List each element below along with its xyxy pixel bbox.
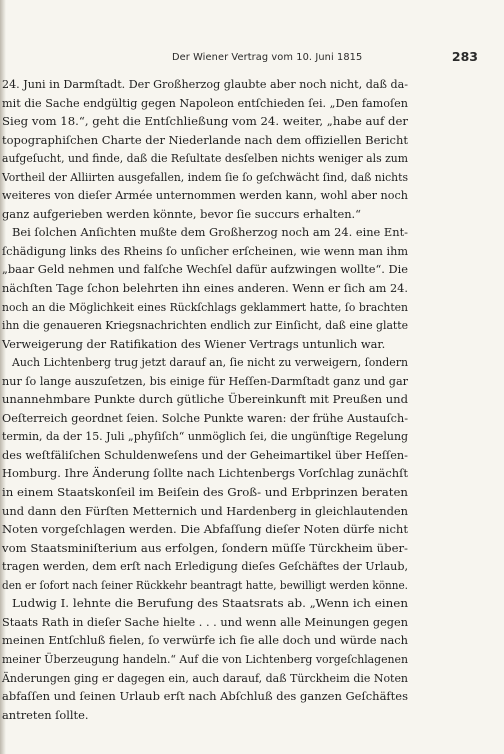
text-line-content: den er ſofort nach ſeiner Rückkehr beantragt hatte, bewilligt werden könne. [2,577,409,592]
text-line-content: aufgeſucht, und finde, daß die Reſultate desſelben nichts weniger als zum [2,151,408,166]
text-line-content: noch an die Möglichkeit eines Rückſchlags geklammert hatte, ſo brachten [2,299,409,314]
text-line [0,502,410,521]
text-line [0,446,410,465]
text-line [0,464,410,483]
text-line [0,94,410,113]
text-line-content: 24. Juni in Darmſtadt. Der Großherzog glaubte aber noch nicht, daß da- [2,77,408,91]
text-line [0,594,410,613]
running-title: Der Wiener Vertrag vom 10. Juni 1815 [172,52,363,63]
text-line [0,205,410,224]
text-line-content: unannehmbare Punkte durch gütliche Übereinkunft mit Preußen und [2,392,409,407]
text-line-content: nächſten Tage ſchon belehrten ihn eines anderen. Wenn er ſich am 24. [2,281,409,296]
text-line [0,131,410,150]
text-line-content: „baar Geld nehmen und falſche Wechſel dafür aufzwingen wollte“. Die [2,262,408,277]
text-line-content: Sieg vom 18.“, geht die Entſchließung vom 24. weiter, „habe auf der [2,114,408,129]
text-line [0,149,410,168]
text-line [0,669,410,688]
text-line [0,260,410,279]
text-line-content: Bei ſolchen Anſichten mußte dem Großherzog noch am 24. eine Ent- [12,225,408,240]
text-line [0,706,410,725]
text-line [0,650,410,669]
text-line-content: und dann den Fürſten Metternich und Hardenberg in gleichlautenden [2,503,409,518]
text-line-content: Staats Rath in dieſer Sache hielte . . . und wenn alle Meinungen gegen [2,614,408,629]
text-line-content: Homburg. Ihre Änderung ſollte nach Lichtenbergs Vorſchlag zunächſt [2,466,409,481]
text-line-content: Änderungen ging er dagegen ein, auch darauf, daß Türckheim die Noten [2,670,409,685]
text-line [0,390,410,409]
text-line [0,687,410,706]
text-line [0,223,410,242]
text-line-content: antreten ſollte. [2,707,89,722]
text-line [0,576,410,595]
text-line [0,168,410,187]
text-line-content: ſchädigung links des Rheins ſo unſicher erſcheinen, wie wenn man ihm [2,243,409,258]
text-line-content: mit die Sache endgültig gegen Napoleon entſchieden ſei. „Den famoſen [2,95,409,110]
text-line [0,557,410,576]
text-line-content: Oeſterreich geordnet ſeien. Solche Punkte waren: der frühe Austauſch- [2,410,409,425]
text-line [0,372,410,391]
text-line-content: meinen Entſchluß fielen, ſo verwürfe ich ſie alle doch und würde nach [2,633,409,648]
text-line [0,520,410,539]
text-line [0,539,410,558]
text-line-content: meiner Überzeugung handeln.“ Auf die von Lichtenberg vorgeſchlagenen [2,651,409,666]
body-text [0,75,410,724]
text-line-content: termin, da der 15. Juli „phyſiſch“ unmöglich ſei, die ungünſtige Regelung [2,429,409,444]
text-line [0,298,410,317]
text-line [0,483,410,502]
text-line-content: topographiſchen Charte der Niederlande nach dem offiziellen Bericht [2,132,408,147]
text-line-content: Ludwig I. lehnte die Berufung des Staatsrats ab. „Wenn ich einen [12,596,408,611]
page-number: 283 [451,49,478,64]
text-line-content: Verweigerung der Ratifikation des Wiener Vertrags untunlich war. [2,336,386,351]
text-line [0,631,410,650]
text-line-content: des weſtfäliſchen Schuldenweſens und der Geheimartikel über Heſſen- [2,447,409,462]
text-line-content: tragen werden, dem erſt nach Erledigung dieſes Geſchäftes der Urlaub, [2,559,409,574]
text-line [0,613,410,632]
text-line-content: weiteres von dieſer Armée unternommen werden kann, wohl aber noch [2,188,409,203]
text-line-content: Vortheil der Alliirten ausgefallen, indem ſie ſo geſchwächt ſind, daß nichts [2,169,408,184]
text-line [0,335,410,354]
text-line-content: abfaſſen und ſeinen Urlaub erſt nach Abſchluß des ganzen Geſchäftes [2,689,408,704]
text-line [0,409,410,428]
text-line [0,316,410,335]
text-line-content: vom Staatsminiſterium aus erfolgen, ſondern müſſe Türckheim über- [2,540,408,555]
page-header [172,49,478,67]
text-line [0,112,410,131]
text-line [0,427,410,446]
text-line-content: Noten vorgeſchlagen werden. Die Abfaſſung dieſer Noten dürfe nicht [2,522,409,537]
text-line-content: nur ſo lange auszuſetzen, bis einige für Heſſen-Darmſtadt ganz und gar [2,373,409,388]
text-line [0,186,410,205]
text-line-content: in einem Staatskonſeil im Beiſein des Groß- und Erbprinzen beraten [2,485,408,500]
text-line [0,75,410,94]
text-line-content: ganz aufgerieben werden könnte, bevor ſie succurs erhalten.“ [2,206,362,221]
text-line [0,353,410,372]
text-line-content: ihn die genaueren Kriegsnachrichten endlich zur Einſicht, daß eine glatte [2,318,409,333]
text-line-content: Auch Lichtenberg trug jetzt darauf an, ſie nicht zu verweigern, ſondern [12,355,409,370]
text-line [0,279,410,298]
text-line [0,242,410,261]
